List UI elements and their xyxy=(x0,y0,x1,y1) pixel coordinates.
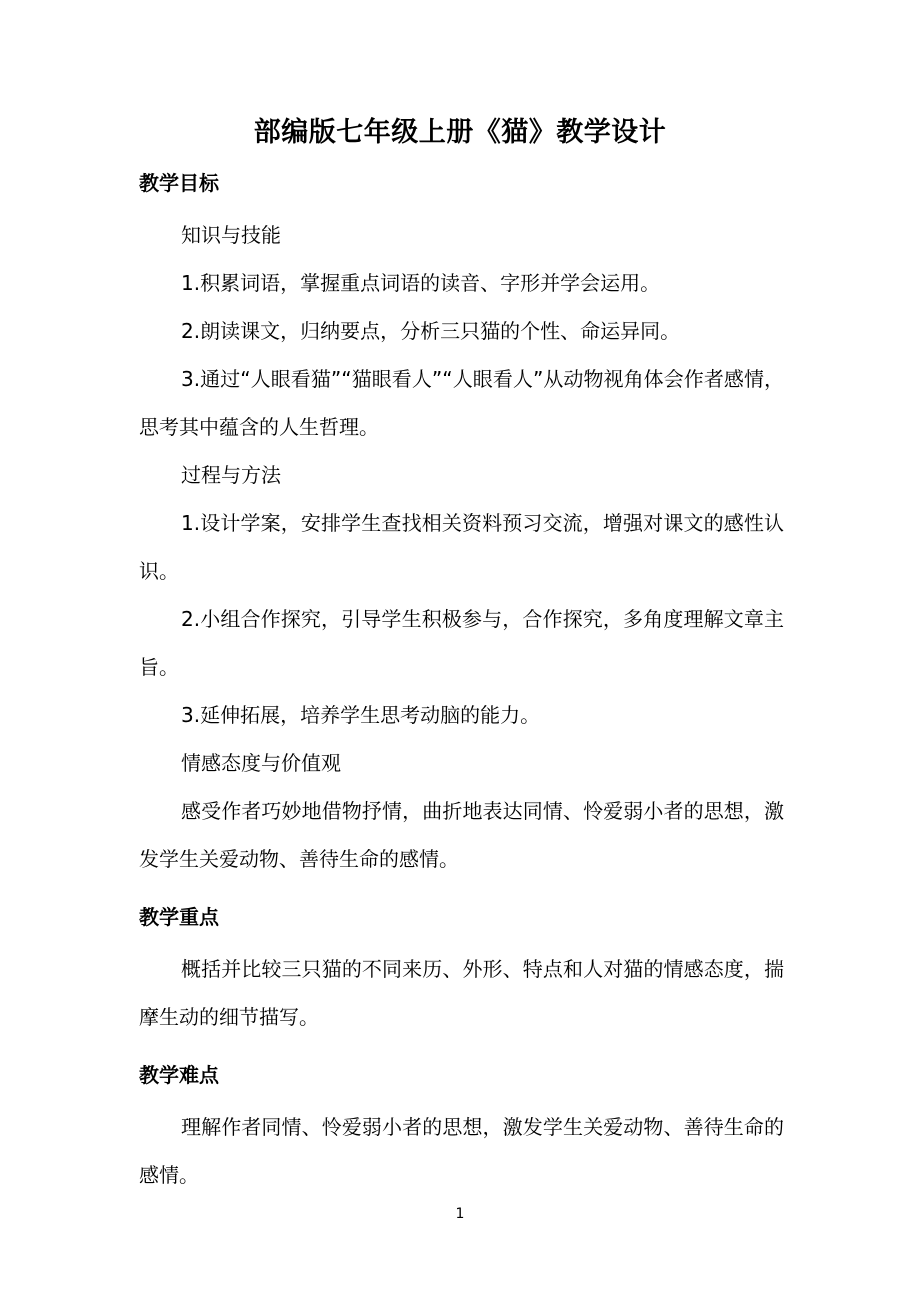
subheading-knowledge: 知识与技能 xyxy=(181,223,281,247)
subheading-emotion: 情感态度与价值观 xyxy=(181,751,341,775)
document-title: 部编版七年级上册《猫》教学设计 xyxy=(253,117,667,148)
emotion-text: 感受作者巧妙地借物抒情，曲折地表达同情、怜爱弱小者的思想，激发学生关爱动物、善待生命的感情。 xyxy=(139,799,784,871)
knowledge-item-1: 1.积累词语，掌握重点词语的读音、字形并学会运用。 xyxy=(181,271,661,295)
section-heading-difficulties: 教学难点 xyxy=(139,1063,219,1087)
page-number: 1 xyxy=(455,1206,465,1222)
process-item-2: 2.小组合作探究，引导学生积极参与，合作探究，多角度理解文章主旨。 xyxy=(139,607,784,679)
document-body xyxy=(139,163,784,1199)
section-heading-key-points: 教学重点 xyxy=(139,905,219,929)
difficulties-text: 理解作者同情、怜爱弱小者的思想，激发学生关爱动物、善待生命的感情。 xyxy=(139,1115,784,1187)
subheading-process: 过程与方法 xyxy=(181,463,281,487)
process-item-1: 1.设计学案，安排学生查找相关资料预习交流，增强对课文的感性认识。 xyxy=(139,511,784,583)
knowledge-item-3: 3.通过“人眼看猫”“猫眼看人”“人眼看人”从动物视角体会作者感情，思考其中蕴含的人生哲理。 xyxy=(139,367,784,439)
key-points-text: 概括并比较三只猫的不同来历、外形、特点和人对猫的情感态度，揣摩生动的细节描写。 xyxy=(139,957,784,1029)
process-item-3: 3.延伸拓展，培养学生思考动脑的能力。 xyxy=(181,703,541,727)
section-heading-goals: 教学目标 xyxy=(139,171,219,195)
knowledge-item-2: 2.朗读课文，归纳要点，分析三只猫的个性、命运异同。 xyxy=(181,319,681,343)
